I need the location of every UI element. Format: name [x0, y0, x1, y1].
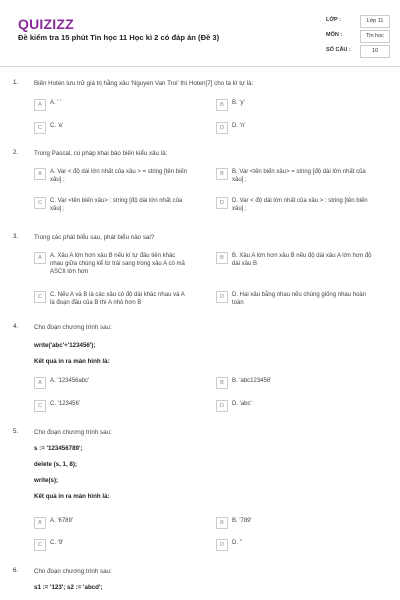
- option-text: C. '9': [50, 540, 64, 546]
- option-letter-box: B: [216, 517, 228, 529]
- question-text: Cho đoạn chương trình sau:: [34, 568, 112, 575]
- option-text: C. 'e': [50, 123, 64, 129]
- option-letter-box: B: [216, 377, 228, 389]
- option-text: C. '123456': [50, 401, 80, 407]
- code-line: delete (s, 1, 8);: [34, 461, 77, 468]
- option-text: D. Var < độ dài lớn nhất của xâu > : string [tên biến xâu] ;: [232, 198, 368, 212]
- option-text: B. '789': [232, 518, 252, 524]
- meta-label: LỚP :: [326, 17, 341, 23]
- question-prompt: Kết quả in ra màn hình là:: [34, 358, 110, 365]
- option-letter-box: C: [34, 122, 46, 134]
- option-letter-box: B: [216, 168, 228, 180]
- code-line: s1 := '123'; s2 := 'abcd';: [34, 584, 103, 591]
- meta-value: Tin học: [360, 30, 390, 43]
- code-line: write(s);: [34, 477, 59, 484]
- meta-label: SỐ CÂU :: [326, 47, 351, 53]
- option-letter-box: A: [34, 517, 46, 529]
- option-text: B. 'y': [232, 100, 245, 106]
- meta-class: [326, 17, 390, 30]
- meta-value: Lớp 11: [360, 15, 390, 28]
- option-text: D. 'abc': [232, 401, 252, 407]
- quizizz-logo: QUIZIZZ: [18, 16, 74, 32]
- worksheet-header: [0, 0, 400, 67]
- question-number: 6.: [13, 567, 19, 574]
- code-line: s := '123456789';: [34, 445, 83, 452]
- option-letter-box: D: [216, 400, 228, 412]
- option-letter-box: C: [34, 197, 46, 209]
- question-number: 1.: [13, 79, 19, 86]
- option-letter-box: D: [216, 539, 228, 551]
- option-letter-box: C: [34, 291, 46, 303]
- page-title: Đề kiểm tra 15 phút Tin học 11 Học kì 2 có đáp án (Đề 3): [18, 33, 220, 42]
- meta-count: [326, 47, 390, 60]
- option-text: D. '': [232, 540, 242, 546]
- question-text: Cho đoạn chương trình sau:: [34, 429, 112, 436]
- option-text: C. Nếu A và B là các xâu có độ dài khác nhau và A là đoạn đầu của B thì A nhỏ hơn B: [50, 292, 185, 306]
- option-letter-box: C: [34, 400, 46, 412]
- option-text: B. 'abc123456': [232, 378, 272, 384]
- code-line: write('abc'+'123456');: [34, 342, 96, 349]
- question-text: Cho đoạn chương trình sau:: [34, 324, 112, 331]
- option-text: A. '6789': [50, 518, 73, 524]
- option-letter-box: D: [216, 122, 228, 134]
- question-prompt: Kết quả in ra màn hình là:: [34, 493, 110, 500]
- option-text: A. Xâu A lớn hơn xâu B nếu kí tự đầu tiên khác nhau giữa chúng kể từ trái sang trong xâu A có mã ASCII lớn hơn: [50, 253, 185, 275]
- question-number: 4.: [13, 323, 19, 330]
- option-text: B. Xâu A lớn hơn xâu B nếu độ dài xâu A lớn hơn độ dài xâu B: [232, 253, 372, 267]
- option-text: A. ' ': [50, 100, 62, 106]
- question-text: Trong các phát biểu sau, phát biểu nào sai?: [34, 234, 155, 241]
- option-text: C. Var <tên biến xâu> : string [độ dài lớn nhất của xâu] ;: [50, 198, 183, 212]
- meta-label: MÔN :: [326, 32, 343, 38]
- option-letter-box: D: [216, 291, 228, 303]
- option-letter-box: C: [34, 539, 46, 551]
- meta-value: 10: [360, 45, 390, 58]
- option-letter-box: A: [34, 377, 46, 389]
- option-text: B. Var <tên biến xâu> = string [độ dài lớn nhất của xâu] ;: [232, 169, 366, 183]
- question-number: 3.: [13, 233, 19, 240]
- option-letter-box: B: [216, 99, 228, 111]
- question-number: 2.: [13, 149, 19, 156]
- question-text: Biến Hoten lưu trữ giá trị hằng xâu 'Nguyen Van Troi' thì Hoten[7] cho ta kí tự là:: [34, 80, 254, 87]
- option-text: A. '123456abc': [50, 378, 90, 384]
- option-letter-box: A: [34, 252, 46, 264]
- option-letter-box: A: [34, 99, 46, 111]
- option-letter-box: D: [216, 197, 228, 209]
- option-text: D. Hai xâu bằng nhau nếu chúng giống nhau hoàn toàn: [232, 292, 367, 306]
- option-letter-box: B: [216, 252, 228, 264]
- option-text: D. 'n': [232, 123, 246, 129]
- option-text: A. Var < độ dài lớn nhất của xâu > = string [tên biến xâu] ;: [50, 169, 188, 183]
- meta-subject: [326, 32, 390, 45]
- option-letter-box: A: [34, 168, 46, 180]
- question-text: Trong Pascal, cú pháp khai báo biến kiểu xâu là:: [34, 150, 168, 157]
- question-number: 5.: [13, 428, 19, 435]
